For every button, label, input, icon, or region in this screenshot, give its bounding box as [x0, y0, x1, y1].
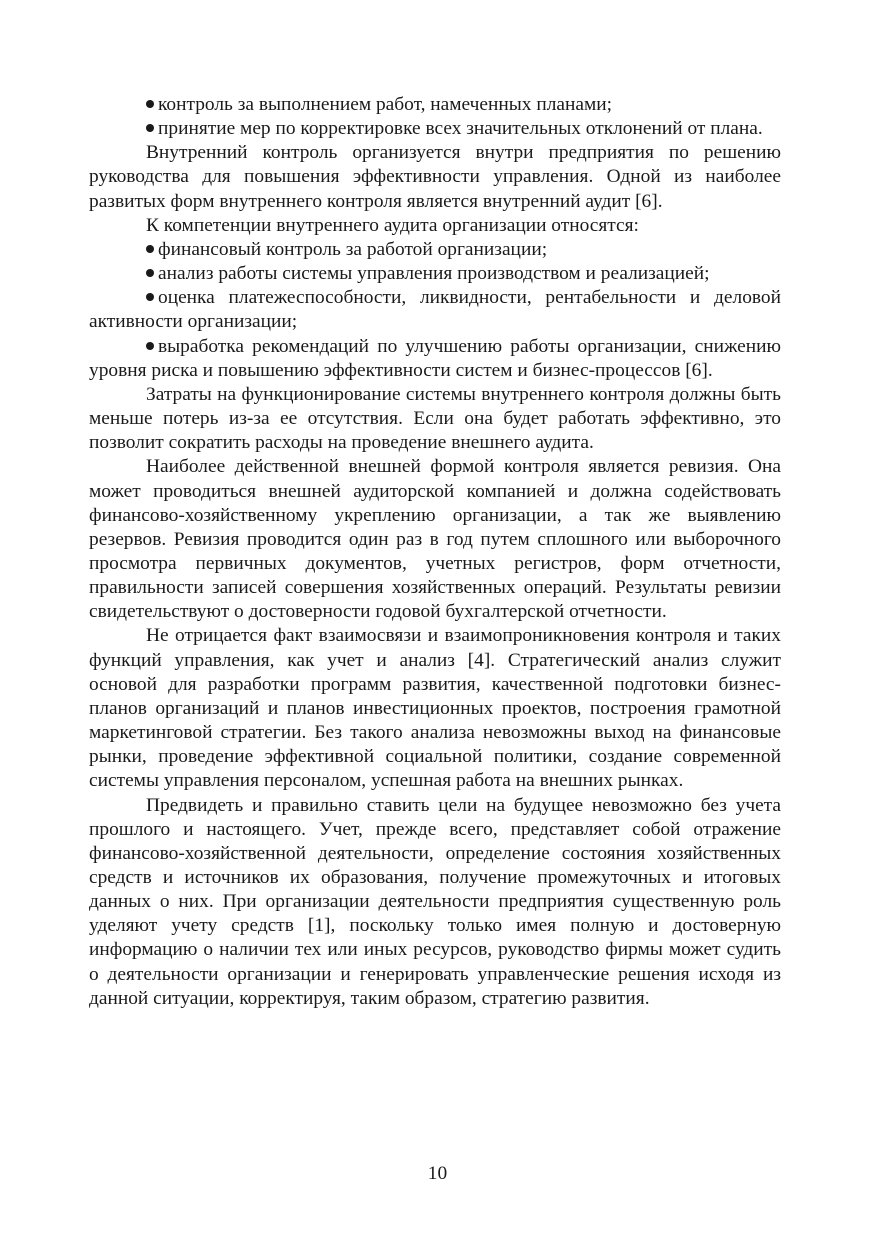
paragraph [89, 214, 781, 238]
bullet-item [89, 262, 781, 286]
paragraph [89, 383, 781, 455]
bullet-icon [146, 100, 154, 108]
paragraph-text: Наиболее действенной внешней формой контроля является ревизия. Она может проводиться внешней аудиторской компанией и должна содействовать финансово-хозяйственному укреплению организации, а так же выявлению резервов. Ревизия проводится один раз в год путем сплошного или выборочного просмотра первичных документов, учетных регистров, форм отчетности, правильности записей совершения хозяйственных операций. Результаты ревизии свидетельствуют о достоверности годовой бухгалтерской отчетности. [89, 456, 781, 623]
bullet-item [89, 238, 781, 262]
bullet-icon [146, 293, 154, 301]
paragraph-text: К компетенции внутреннего аудита организации относятся: [146, 214, 639, 236]
paragraph-text: Внутренний контроль организуется внутри предприятия по решению руководства для повышения эффективности управления. Одной из наиболее развитых форм внутреннего контроля является внутренний аудит [6]. [89, 142, 781, 212]
bullet-item [89, 286, 781, 334]
paragraph-text: Не отрицается факт взаимосвязи и взаимопроникновения контроля и таких функций управления, как учет и анализ [4]. Стратегический анализ служит основой для разработки программ развития, качественной подготовки бизнес-планов организаций и планов инвестиционных проектов, построения грамотной маркетинговой стратегии. Без такого анализа невозможны выход на финансовые рынки, проведение эффективной социальной политики, создание современной системы управления персоналом, успешная работа на внешних рынках. [89, 625, 781, 792]
page-number: 10 [427, 1163, 448, 1184]
paragraph-text: принятие мер по корректировке всех значительных отклонений от плана. [158, 118, 763, 140]
paragraph-text: контроль за выполнением работ, намеченных планами; [158, 94, 613, 115]
bullet-item [89, 93, 781, 117]
bullet-icon [146, 342, 154, 350]
paragraph-text: оценка платежеспособности, ликвидности, рентабельности и деловой активности организации; [89, 287, 781, 333]
paragraph-text: анализ работы системы управления производством и реализацией; [158, 263, 710, 285]
paragraph-text: Затраты на функционирование системы внутреннего контроля должны быть меньше потерь из-за ее отсутствия. Если она будет работать эффективно, это позволит сократить расходы на проведение внешнего аудита. [89, 383, 781, 454]
paragraph-text: финансовый контроль за работой организации; [158, 238, 548, 260]
bullet-icon [146, 245, 154, 253]
bullet-icon [146, 124, 154, 132]
paragraph [89, 455, 781, 624]
bullet-item [89, 335, 781, 383]
paragraph [89, 141, 781, 213]
bullet-item [89, 117, 781, 141]
bullet-icon [146, 269, 154, 277]
paragraph-text: Предвидеть и правильно ставить цели на будущее невозможно без учета прошлого и настоящего. Учет, прежде всего, представляет собой отражение финансово-хозяйственной деятельности, определение состояния хозяйственных средств и источников их образования, получение промежуточных и итоговых данных о них. При организации деятельности предприятия существенную роль уделяют учету средств [1], поскольку только имея полную и достоверную информацию о наличии тех или иных ресурсов, руководство фирмы может судить о деятельности организации и генерировать управленческие решения исходя из данной ситуации, корректируя, таким образом, стратегию развития. [89, 794, 781, 1009]
paragraph [89, 794, 781, 1011]
paragraph-text: выработка рекомендаций по улучшению работы организации, снижению уровня риска и повышению эффективности систем и бизнес-процессов [6]. [89, 335, 781, 381]
document-body [89, 93, 781, 1011]
paragraph [89, 624, 781, 793]
